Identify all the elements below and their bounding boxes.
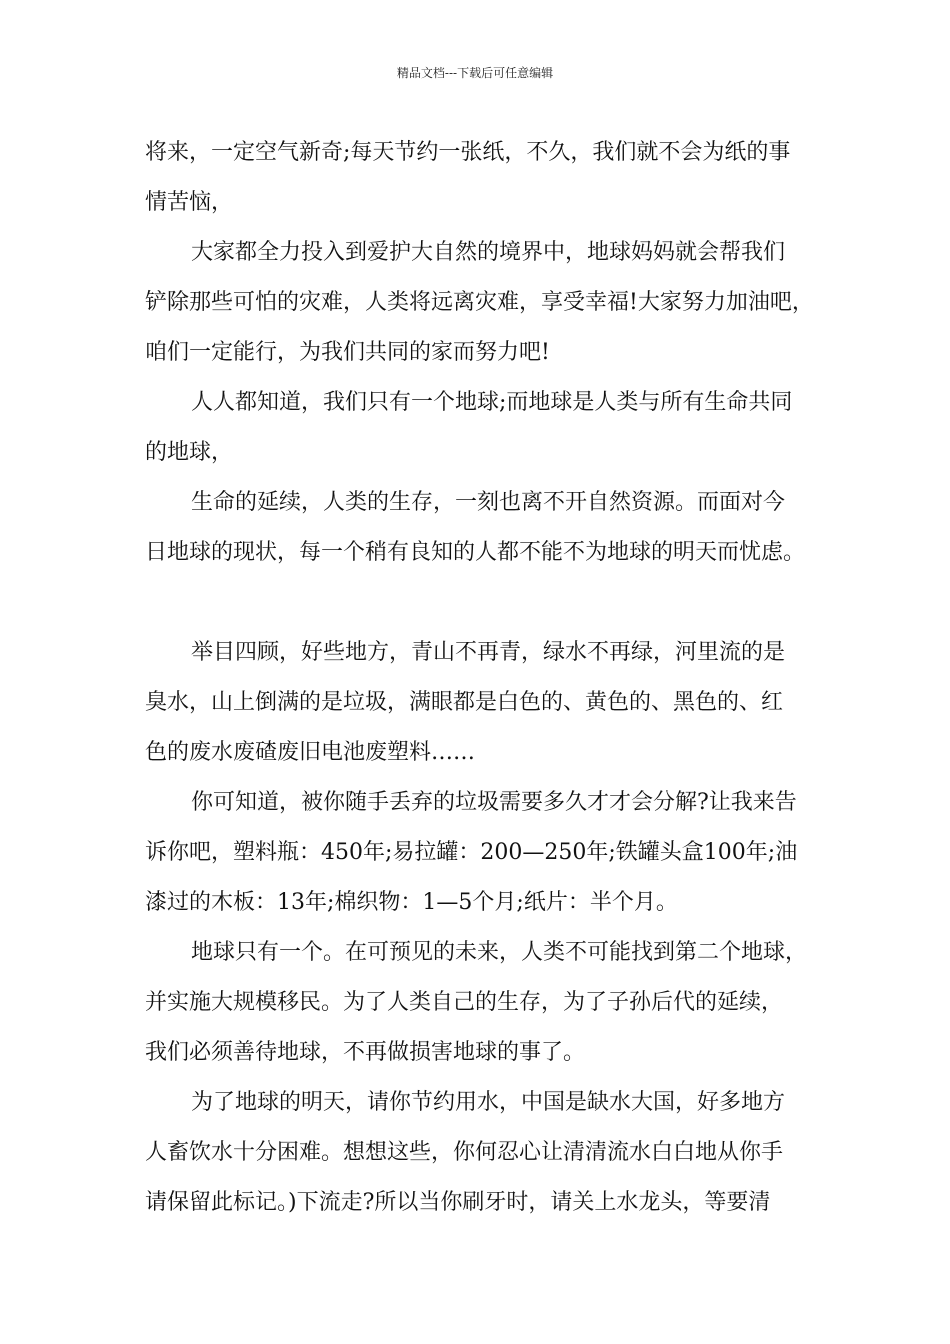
text-line: 情苦恼，	[145, 190, 234, 215]
paragraph-1	[145, 128, 817, 228]
text-line: 诉你吧，塑料瓶：450年;易拉罐：200—250年;铁罐头盒100年;油	[145, 840, 798, 865]
page-header: 精品文档---下载后可任意编辑	[396, 66, 554, 80]
text-line: 并实施大规模移民。为了人类自己的生存，为了子孙后代的延续，	[145, 990, 784, 1015]
text-line: 臭水，山上倒满的是垃圾，满眼都是白色的、黄色的、黑色的、红	[145, 690, 784, 715]
text-line: 地球只有一个。在可预见的未来，人类不可能找到第二个地球，	[191, 940, 808, 965]
text-line: 为了地球的明天，请你节约用水，中国是缺水大国，好多地方	[191, 1090, 786, 1115]
paragraph-8	[145, 1078, 817, 1228]
paragraph-4	[145, 478, 817, 578]
text-line: 你可知道，被你随手丢弃的垃圾需要多久才才会分解?让我来告	[191, 790, 797, 815]
text-line: 人人都知道，我们只有一个地球;而地球是人类与所有生命共同	[191, 390, 793, 415]
text-line: 人畜饮水十分困难。想想这些，你何忍心让清清流水白白地从你手	[145, 1140, 784, 1165]
text-line: 日地球的现状，每一个稍有良知的人都不能不为地球的明天而忧虑。	[145, 540, 806, 565]
paragraph-5	[145, 628, 817, 778]
text-line: 生命的延续，人类的生存，一刻也离不开自然资源。而面对今	[191, 490, 786, 515]
text-line: 漆过的木板：13年;棉织物：1—5个月;纸片：半个月。	[145, 890, 678, 915]
text-line: 举目四顾，好些地方，青山不再青，绿水不再绿，河里流的是	[191, 640, 786, 665]
document-body	[145, 128, 817, 1228]
text-line: 色的废水废碴废旧电池废塑料……	[145, 740, 476, 765]
text-line: 的地球，	[145, 440, 234, 465]
text-line: 铲除那些可怕的灾难，人类将远离灾难，享受幸福!大家努力加油吧，	[145, 290, 814, 315]
text-line: 我们必须善待地球，不再做损害地球的事了。	[145, 1040, 586, 1065]
paragraph-6	[145, 778, 817, 928]
text-line: 将来，一定空气新奇;每天节约一张纸，不久，我们就不会为纸的事	[145, 140, 791, 165]
blank-line	[145, 578, 817, 628]
text-line: 请保留此标记。)下流走?所以当你刷牙时，请关上水龙头，等要清	[145, 1190, 771, 1215]
paragraph-2	[145, 228, 817, 378]
text-line: 大家都全力投入到爱护大自然的境界中，地球妈妈就会帮我们	[191, 240, 786, 265]
paragraph-3	[145, 378, 817, 478]
text-line: 咱们一定能行，为我们共同的家而努力吧!	[145, 340, 550, 365]
paragraph-7	[145, 928, 817, 1078]
